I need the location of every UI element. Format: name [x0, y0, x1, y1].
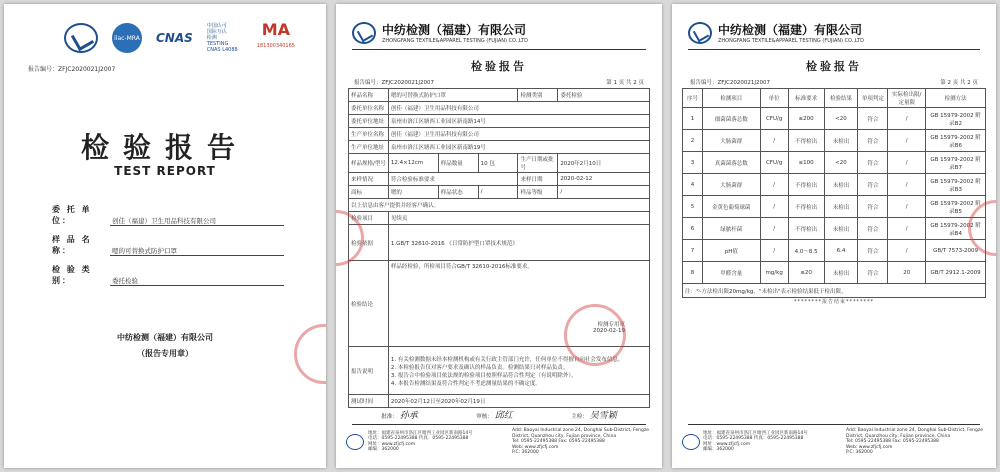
table-cell: 委托检验 [558, 89, 650, 102]
table-header-row [683, 89, 986, 108]
table-row [349, 89, 650, 102]
report-meta: 报告编号：ZFJC2020021J2007 第 1 页 共 2 页 [354, 80, 644, 86]
table-cell: 测试时间 [349, 395, 389, 408]
table-cell: 见续页 [388, 212, 649, 225]
table-cell: 10 包 [478, 154, 518, 173]
table-cell: 泉州市洛江区塘西工业园区新南路19号 [388, 141, 649, 154]
company-logo-icon [64, 23, 98, 53]
report-footer: 地址：福建省泉州市洛江区塘西工业园区新南路14号 电话：0595-22495388 传真：0595-22495388 网址：www.zfjcfj.com 邮编：362000 Add: Baoyai Industrial zone 24, Donghai Sub-District, Fengze District, Quanzhou city, Fujian province, China Tel: 0595-22495388 Fax: 0595-22495388 Web: www.zfjcfj.com P.C: 362000 [346, 428, 652, 456]
table-cell: 样品名称 [349, 89, 389, 102]
table-cell: 2020年2月10日 [558, 154, 650, 173]
company-name-cn: 中纺检测（福建）有限公司 [718, 23, 863, 37]
accreditation-logos [64, 22, 295, 54]
table-cell: / [888, 174, 926, 196]
table-cell: CFU/g [760, 152, 788, 174]
table-cell: / [888, 152, 926, 174]
table-cell: 检验结论 [349, 261, 389, 347]
table-row [683, 174, 986, 196]
table-row [349, 128, 650, 141]
table-cell: 未检出 [824, 262, 858, 284]
table-cell: / [888, 130, 926, 152]
table-cell: 检验结果 [824, 89, 858, 108]
seal-note: （报告专用章） [137, 349, 193, 358]
table-cell: 样品状态 [438, 186, 478, 199]
table-row [349, 154, 650, 173]
table-cell: 不得检出 [788, 174, 824, 196]
table-cell: 未检出 [824, 174, 858, 196]
company-logo-icon [352, 22, 376, 44]
table-cell: 不得检出 [788, 196, 824, 218]
report-header [352, 16, 646, 50]
table-cell: 序号 [683, 89, 703, 108]
table-cell: 来样日期 [518, 173, 558, 186]
table-cell: <20 [824, 152, 858, 174]
table-cell: GB 15979-2002 附录B4 [926, 218, 986, 240]
report-meta: 报告编号：ZFJC2020021J2007 第 2 页 共 2 页 [690, 80, 978, 86]
test-category-field: 检 验 类 别： 委托检验 [52, 272, 284, 286]
table-row [683, 196, 986, 218]
table-cell: / [760, 218, 788, 240]
table-cell: 3 [683, 152, 703, 174]
table-cell: / [760, 196, 788, 218]
table-cell: 1 [683, 108, 703, 130]
table-cell: 大肠菌群 [702, 174, 760, 196]
table-cell: 6 [683, 218, 703, 240]
table-cell: 1. 有关检测数据未经本检测机构或有关行政主管部门允许，任何单位不得擅自向社会发布信息。 2. 本检验报告仅对客户要求及确认的样品负责。检测结果只对样品负责。 3. 报告合中检验项目依法规的检验项目按照样品符合性判定（有说明除外）。 4. 本报告检测结果及符合性判定不考虑测量结果的不确定度。 [388, 347, 649, 395]
table-cell: 12.4×12cm [388, 154, 438, 173]
table-cell: 样品规格/型号 [349, 154, 389, 173]
table-cell: 检测项目 [702, 89, 760, 108]
table-cell: 2 [683, 130, 703, 152]
table-cell: 2020-02-12 [558, 173, 650, 186]
table-row [349, 102, 650, 115]
table-cell: 4.0～8.5 [788, 240, 824, 262]
report-header [688, 16, 980, 50]
sample-name-field: 样 品 名 称： 嗯的可替换式防护口罩 [52, 242, 284, 256]
table-row [683, 240, 986, 262]
table-cell: 实际检出限/定量限 [888, 89, 926, 108]
table-cell: / [760, 240, 788, 262]
table-cell: 创佳（福建）卫生用品科技有限公司 [388, 102, 649, 115]
report-title: 检验报告 [806, 60, 862, 73]
table-cell: mg/kg [760, 262, 788, 284]
seal-block: 检测专用章 2020-02-19 [593, 322, 625, 334]
table-cell: GB/T 2912.1-2009 [926, 262, 986, 284]
table-row [683, 130, 986, 152]
cnas-testing-text: 中国认可 国际互认 检测 TESTING CNAS L4088 [206, 23, 238, 53]
issuing-organization: 中纺检测（福建）有限公司 [117, 333, 213, 342]
table-cell: 20 [888, 262, 926, 284]
table-cell: pH值 [702, 240, 760, 262]
table-cell: 样品等级 [518, 186, 558, 199]
table-cell: <20 [824, 108, 858, 130]
table-cell: 注：¹⁾-方法检出限20mg/kg，"未检出"表示检验结果低于检出限。 [683, 284, 986, 298]
table-row [683, 108, 986, 130]
table-cell: GB 15979-2002 附录B3 [926, 174, 986, 196]
table-cell: 委托单位地址 [349, 115, 389, 128]
table-row [683, 262, 986, 284]
table-cell: 嗯的可替换式防护口罩 [388, 89, 518, 102]
table-cell: 甲醛含量 [702, 262, 760, 284]
table-cell: / [888, 240, 926, 262]
cover-subtitle: TEST REPORT [114, 164, 216, 178]
table-cell: GB 15979-2002 附录B6 [926, 130, 986, 152]
table-cell: 未检出 [824, 130, 858, 152]
client-field: 委 托 单 位： 创佳（福建）卫生用品科技有限公司 [52, 212, 284, 226]
table-cell: ≤100 [788, 152, 824, 174]
table-cell: 检验项目 [349, 212, 389, 225]
table-cell: 单位 [760, 89, 788, 108]
table-cell: 委托单位名称 [349, 102, 389, 115]
table-cell: 商标 [349, 186, 389, 199]
table-cell: 符合 [858, 196, 888, 218]
table-cell: 8 [683, 262, 703, 284]
table-row [349, 212, 650, 225]
conclusion-text: 样品经检验，所检项目符合GB/T 32610-2016标准要求。 [390, 264, 533, 270]
table-cell: ≤200 [788, 108, 824, 130]
report-page-2 [672, 4, 996, 468]
table-cell: 未检出 [824, 218, 858, 240]
table-cell: / [478, 186, 518, 199]
table-cell: 报告说明 [349, 347, 389, 395]
table-cell: 符合 [858, 262, 888, 284]
table-cell: / [888, 196, 926, 218]
report-footer: 地址：福建省泉州市洛江区塘西工业园区新南路14号 电话：0595-22495388 传真：0595-22495388 网址：www.zfjcfj.com 邮编：362000 Add: Baoyai Industrial zone 24, Donghai Sub-District, Fengze District, Quanzhou city, Fujian province, China Tel: 0595-22495388 Fax: 0595-22495388 Web: www.zfjcfj.com P.C: 362000 [682, 428, 986, 456]
report-end-mark: ********报告结束******** [793, 299, 874, 305]
company-name-en: ZHONGFANG TEXTILE&APPAREL TESTING (FUJIAN) CO.,LTD [718, 38, 864, 44]
table-cell: / [888, 218, 926, 240]
cma-logo-icon: MA 181300340165 [256, 20, 295, 49]
table-cell: 6.4 [824, 240, 858, 262]
report-number: 报告编号：ZFJC2020021J2007 [28, 66, 116, 73]
table-cell: 符合 [858, 174, 888, 196]
cover-page [4, 4, 326, 468]
table-cell: 嗯的 [388, 186, 438, 199]
company-logo-icon [688, 22, 712, 44]
table-cell: 检测类别 [518, 89, 558, 102]
table-cell: 细菌菌落总数 [702, 108, 760, 130]
table-cell: 创佳（福建）卫生用品科技有限公司 [388, 128, 649, 141]
table-row [683, 152, 986, 174]
table-row [349, 199, 650, 212]
table-row [349, 395, 650, 408]
table-cell: 生产日期或批号 [518, 154, 558, 173]
table-cell: CFU/g [760, 108, 788, 130]
company-name-en: ZHONGFANG TEXTILE&APPAREL TESTING (FUJIAN) CO.,LTD [382, 38, 528, 44]
table-cell: 符合 [858, 152, 888, 174]
table-cell: 来样情况 [349, 173, 389, 186]
table-cell: 生产单位地址 [349, 141, 389, 154]
table-cell: GB 15979-2002 附录B5 [926, 196, 986, 218]
table-cell: 符合 [858, 108, 888, 130]
table-cell: 2020年02月12日至2020年02月19日 [388, 395, 649, 408]
table-cell: 样品数量 [438, 154, 478, 173]
table-cell: GB/T 7573-2009 [926, 240, 986, 262]
table-row [349, 225, 650, 261]
table-cell: 检测方法 [926, 89, 986, 108]
table-cell: 5 [683, 196, 703, 218]
signature-row: 批准： 孙承 审核： 邱红 主检： 吴雪颖 [381, 411, 617, 421]
table-cell: 检验依据 [349, 225, 389, 261]
table-cell: 泉州市洛江区塘西工业园区新南路14号 [388, 115, 649, 128]
table-row [683, 284, 986, 298]
table-cell: 符合 [858, 130, 888, 152]
table-cell: 金黄色葡萄球菌 [702, 196, 760, 218]
table-cell: / [760, 174, 788, 196]
table-cell: 真菌菌落总数 [702, 152, 760, 174]
table-row [349, 141, 650, 154]
table-cell: GB 15979-2002 附录B7 [926, 152, 986, 174]
table-cell: 大肠菌群 [702, 130, 760, 152]
company-name-cn: 中纺检测（福建）有限公司 [382, 23, 527, 37]
company-logo-icon [682, 434, 700, 450]
table-cell: / [558, 186, 650, 199]
table-cell: 生产单位名称 [349, 128, 389, 141]
table-cell: 符合检验标准要求 [388, 173, 518, 186]
table-cell: 标准要求 [788, 89, 824, 108]
ilac-logo-icon: ilac-MRA [112, 23, 142, 53]
table-cell: 符合 [858, 218, 888, 240]
table-cell: / [760, 130, 788, 152]
table-row [349, 173, 650, 186]
table-cell: GB 15979-2002 附录B2 [926, 108, 986, 130]
table-cell: 不得检出 [788, 218, 824, 240]
table-cell: 单项判定 [858, 89, 888, 108]
table-cell: 7 [683, 240, 703, 262]
table-cell: 绿脓杆菌 [702, 218, 760, 240]
cnas-logo-icon: CNAS [156, 31, 193, 45]
table-cell: 不得检出 [788, 130, 824, 152]
table-row [349, 115, 650, 128]
table-row [683, 218, 986, 240]
report-title: 检验报告 [471, 60, 527, 73]
table-cell: 以上信息由客户提供并经客户确认。 [349, 199, 650, 212]
company-logo-icon [346, 434, 364, 450]
red-seal-icon [564, 304, 626, 366]
table-cell: 1.GB/T 32610-2016 《日常防护型口罩技术规范》 [388, 225, 649, 261]
test-results-table [682, 88, 986, 298]
cover-title: 检验报告 [80, 131, 249, 164]
table-cell: ≤20 [788, 262, 824, 284]
table-cell: / [888, 108, 926, 130]
table-row [349, 186, 650, 199]
table-cell: 未检出 [824, 196, 858, 218]
table-cell: 符合 [858, 240, 888, 262]
report-page-1 [336, 4, 662, 468]
table-cell: 4 [683, 174, 703, 196]
